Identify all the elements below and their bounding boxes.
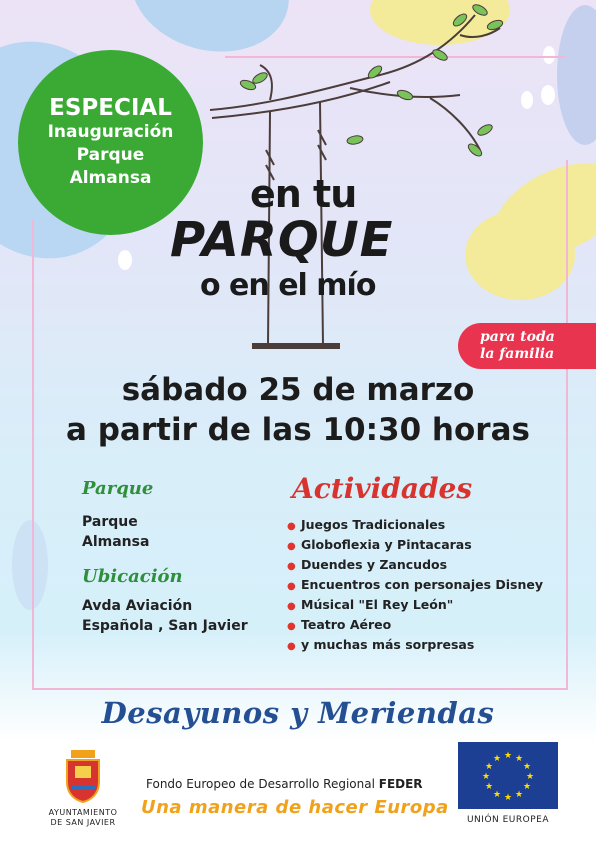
activity-label: y muchas más sorpresas [301, 637, 475, 652]
svg-text:★: ★ [503, 793, 513, 803]
svg-text:★: ★ [522, 782, 532, 792]
badge-line-1: ESPECIAL [49, 95, 172, 121]
bullet-icon: ● [287, 641, 296, 652]
bullet-icon: ● [287, 581, 296, 592]
family-tag-line-2: la familia [480, 346, 555, 362]
bullet-icon: ● [287, 561, 296, 572]
bullet-icon: ● [287, 541, 296, 552]
badge-line-4: Almansa [69, 168, 152, 188]
activity-label: Juegos Tradicionales [301, 517, 446, 532]
eu-logo [458, 742, 558, 825]
svg-text:★: ★ [481, 772, 491, 782]
ubicacion-heading: Ubicación [82, 566, 183, 587]
ayuntamiento-logo [38, 748, 128, 828]
list-item [287, 556, 543, 576]
family-tag [458, 323, 596, 369]
date-line-1: sábado 25 de marzo [121, 372, 475, 408]
list-item [287, 616, 543, 636]
actividades-heading: Actividades [292, 472, 473, 505]
svg-text:★: ★ [522, 762, 532, 772]
parque-line-1: Parque [82, 514, 138, 530]
slogan: Una manera de hacer Europa [141, 797, 449, 818]
title-line-2: PARQUE [170, 212, 394, 268]
frame-line-bottom [32, 688, 568, 690]
activity-label: Duendes y Zancudos [301, 557, 448, 572]
eu-label: UNIÓN EUROPEA [466, 815, 550, 825]
title-line-1: en tu [250, 172, 357, 216]
list-item [287, 536, 543, 556]
svg-text:★: ★ [525, 772, 535, 782]
footer-title: Desayunos y Meriendas [101, 696, 495, 730]
svg-text:★: ★ [492, 790, 502, 800]
activity-label: Encuentros con personajes Disney [301, 577, 544, 592]
feder-fund-label: Fondo Europeo de Desarrollo Regional [146, 777, 375, 791]
svg-text:★: ★ [503, 751, 513, 761]
feder-acronym: FEDER [378, 777, 423, 791]
parque-info [82, 512, 149, 552]
svg-text:★: ★ [514, 754, 524, 764]
list-item [287, 576, 543, 596]
list-item [287, 596, 543, 616]
list-item [287, 516, 543, 536]
svg-text:★: ★ [514, 790, 524, 800]
frame-line-left [32, 220, 34, 690]
special-badge [18, 50, 203, 235]
title-line-3: o en el mío [200, 268, 376, 303]
ubicacion-line-2: Española , San Javier [82, 618, 248, 634]
feder-text [146, 777, 423, 791]
parque-heading: Parque [82, 478, 154, 499]
svg-text:★: ★ [484, 762, 494, 772]
badge-line-3: Parque [76, 145, 145, 165]
ubicacion-info [82, 596, 248, 636]
svg-text:★: ★ [492, 754, 502, 764]
activity-label: Globoflexia y Pintacaras [301, 537, 472, 552]
coat-of-arms-icon [63, 748, 103, 804]
list-item [287, 636, 543, 656]
ayuntamiento-line-1: AYUNTAMIENTO [48, 808, 118, 817]
bullet-icon: ● [287, 601, 296, 612]
svg-text:★: ★ [484, 782, 494, 792]
activity-label: Teatro Aéreo [301, 617, 392, 632]
badge-line-2: Inauguración [47, 122, 174, 142]
eu-flag-icon [458, 742, 558, 809]
ayuntamiento-line-2: DE SAN JAVIER [50, 818, 116, 827]
ubicacion-line-1: Avda Aviación [82, 598, 193, 614]
parque-line-2: Almansa [82, 534, 150, 550]
bullet-icon: ● [287, 521, 296, 532]
actividades-list [287, 516, 543, 656]
date-line-2: a partir de las 10:30 horas [66, 412, 530, 448]
event-date [0, 370, 596, 450]
activity-label: Músical "El Rey León" [301, 597, 454, 612]
family-tag-line-1: para toda [480, 329, 555, 345]
bullet-icon: ● [287, 621, 296, 632]
